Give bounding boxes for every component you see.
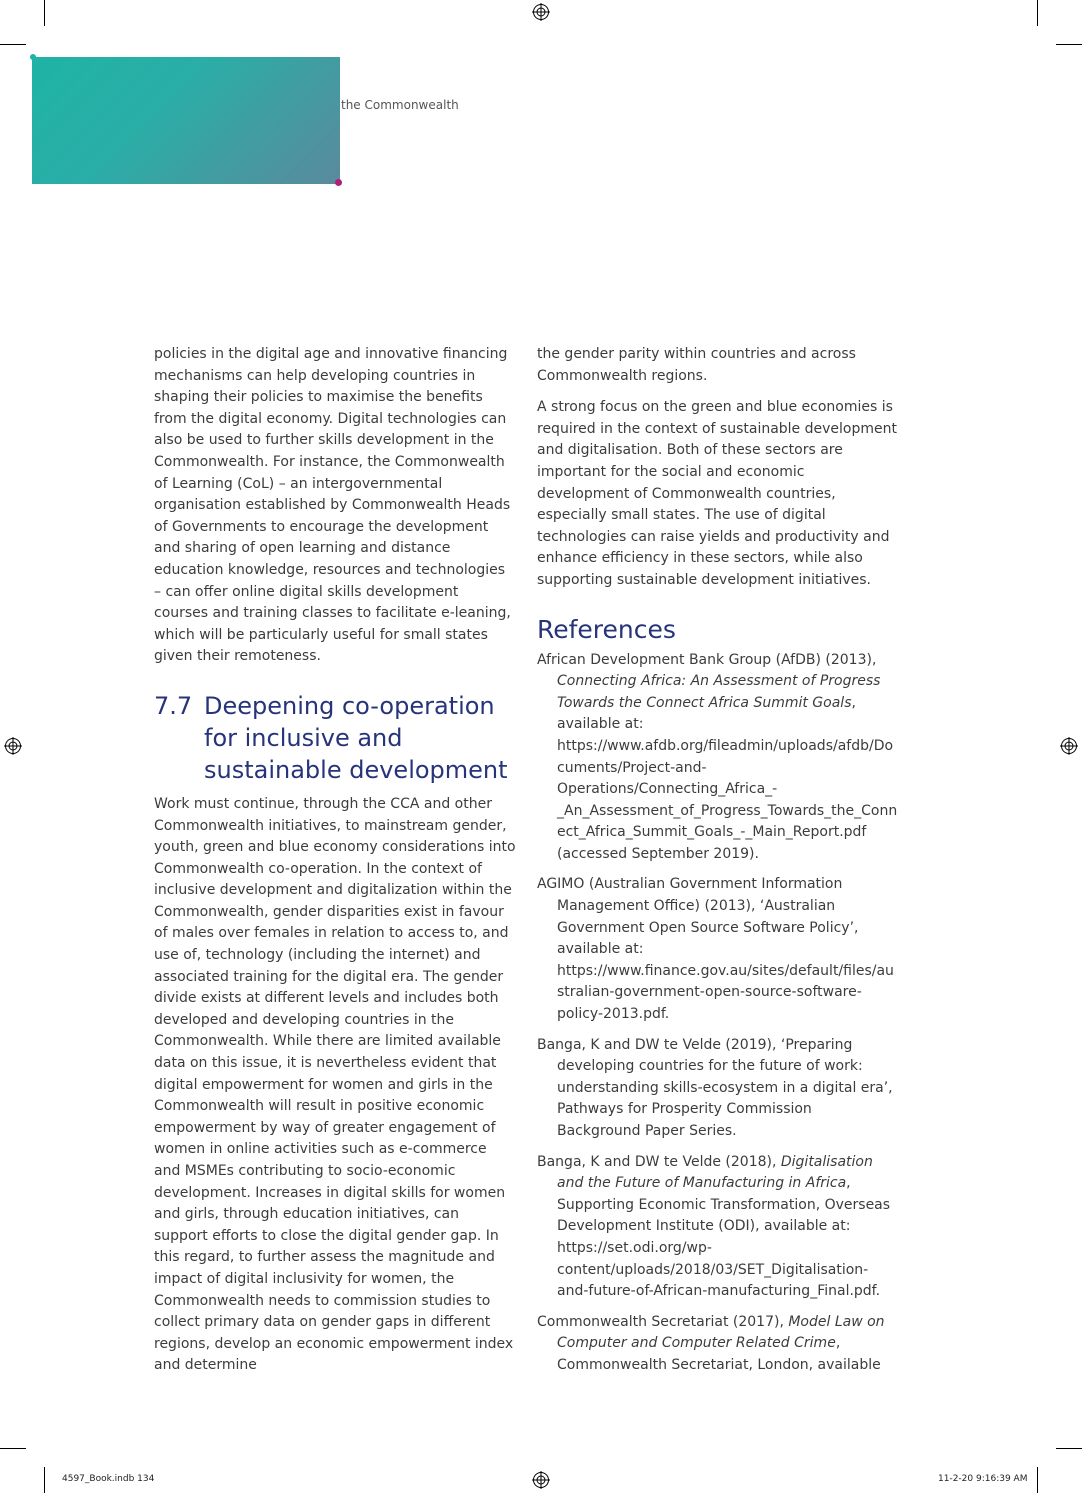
registration-mark-icon: [532, 3, 550, 21]
section-heading: [154, 690, 516, 786]
header-banner: [32, 57, 340, 184]
crop-mark: [44, 0, 45, 26]
crop-mark: [1037, 0, 1038, 26]
body-paragraph: Work must continue, through the CCA and other Commonwealth initiatives, to mainstream gender, youth, green and blue economy considerations into Commonwealth co-operation. In the context of inclusive development and digitalization within the Commonwealth, gender disparities exist in favour of males over females in relation to access to, and use of, technology (including the internet) and associated training for the digital era. The gender divide exists at different levels and includes both developed and developing countries in the Commonwealth. While there are limited available data on this issue, it is nevertheless evident that digital empowerment for women and girls in the Commonwealth will result in positive economic empowerment by way of greater engagement of women in online activities such as e-commerce and MSMEs contributing to socio-economic development. Increases in digital skills for women and girls, through education initiatives, can support efforts to close the digital gender gap. In this regard, to further assess the magnitude and impact of digital inclusivity for women, the Commonwealth needs to commission studies to collect primary data on gender gaps in different regions, develop an economic empowerment index and determine: [154, 795, 516, 1374]
registration-mark-icon: [1060, 737, 1078, 755]
reference-entry: Banga, K and DW te Velde (2018), Digitalisation and the Future of Manufacturing in Africa, Supporting Economic Transformation, Overseas Development Institute (ODI), available at: https://set.odi.org/wp-content/uploads/2018/03/SET_Digitalisation-and-future-of-African-manufacturing_Final.pdf.: [537, 1153, 891, 1300]
banner-accent-dot: [335, 179, 342, 186]
body-paragraph: policies in the digital age and innovative financing mechanisms can help developing countries in shaping their policies to maximise the benefits from the digital economy. Digital technologies can also be used to further skills development in the Commonwealth. For instance, the Commonwealth of Learning (CoL) – an intergovernmental organisation established by Commonwealth Heads of Governments to encourage the development and sharing of open learning and distance education knowledge, resources and technologies – can offer online digital skills development courses and training classes to facilitate e-leaning, which will be particularly useful for small states given their remoteness.: [154, 346, 511, 665]
running-head: the Commonwealth: [341, 98, 459, 112]
reference-entry: Banga, K and DW te Velde (2019), ‘Preparing developing countries for the future of work: understanding skills-ecosystem in a digital era’, Pathways for Prosperity Commission Background Paper Series.: [537, 1036, 893, 1139]
registration-mark-icon: [532, 1471, 550, 1489]
crop-mark: [1056, 1448, 1082, 1449]
file-slug: 4597_Book.indb 134: [62, 1474, 155, 1484]
crop-mark: [1056, 44, 1082, 45]
crop-mark: [0, 1448, 26, 1449]
body-paragraph: A strong focus on the green and blue economies is required in the context of sustainable development and digitalisation. Both of these sectors are important for the social and economic development of Commonwealth countries, especially small states. The use of digital technologies can raise yields and productivity and enhance efficiency in these sectors, while also supporting sustainable development initiatives.: [537, 399, 897, 588]
section-number: 7.7: [154, 691, 193, 720]
reference-entry: AGIMO (Australian Government Information Management Office) (2013), ‘Australian Government Open Source Software Policy’, available at: https://www.finance.gov.au/sites/default/files/australian-government-open-source-software-policy-2013.pdf.: [537, 876, 894, 1023]
reference-entry: African Development Bank Group (AfDB) (2013), Connecting Africa: An Assessment of Progress Towards the Connect Africa Summit Goals, available at: https://www.afdb.org/fileadmin/uploads/afdb/Documents/Project-and-Operations/Connecting_Africa_-_An_Assessment_of_Progress_Towards_the_Connect_Africa_Summit_Goals_-_Main_Report.pdf (accessed September 2019).: [537, 651, 898, 862]
references-heading: References: [537, 614, 676, 644]
registration-mark-icon: [4, 737, 22, 755]
crop-mark: [1037, 1467, 1038, 1493]
section-title: Deepening co-operation for inclusive and sustainable development: [204, 691, 508, 784]
reference-entry: Commonwealth Secretariat (2017), Model Law on Computer and Computer Related Crime, Commonwealth Secretariat, London, available: [537, 1313, 885, 1373]
body-paragraph: the gender parity within countries and across Commonwealth regions.: [537, 346, 856, 384]
left-column: [154, 344, 516, 1387]
crop-mark: [44, 1467, 45, 1493]
right-column: [537, 344, 899, 1386]
crop-mark: [0, 44, 26, 45]
print-timestamp: 11-2-20 9:16:39 AM: [938, 1474, 1028, 1484]
banner-accent-dot: [30, 54, 36, 60]
